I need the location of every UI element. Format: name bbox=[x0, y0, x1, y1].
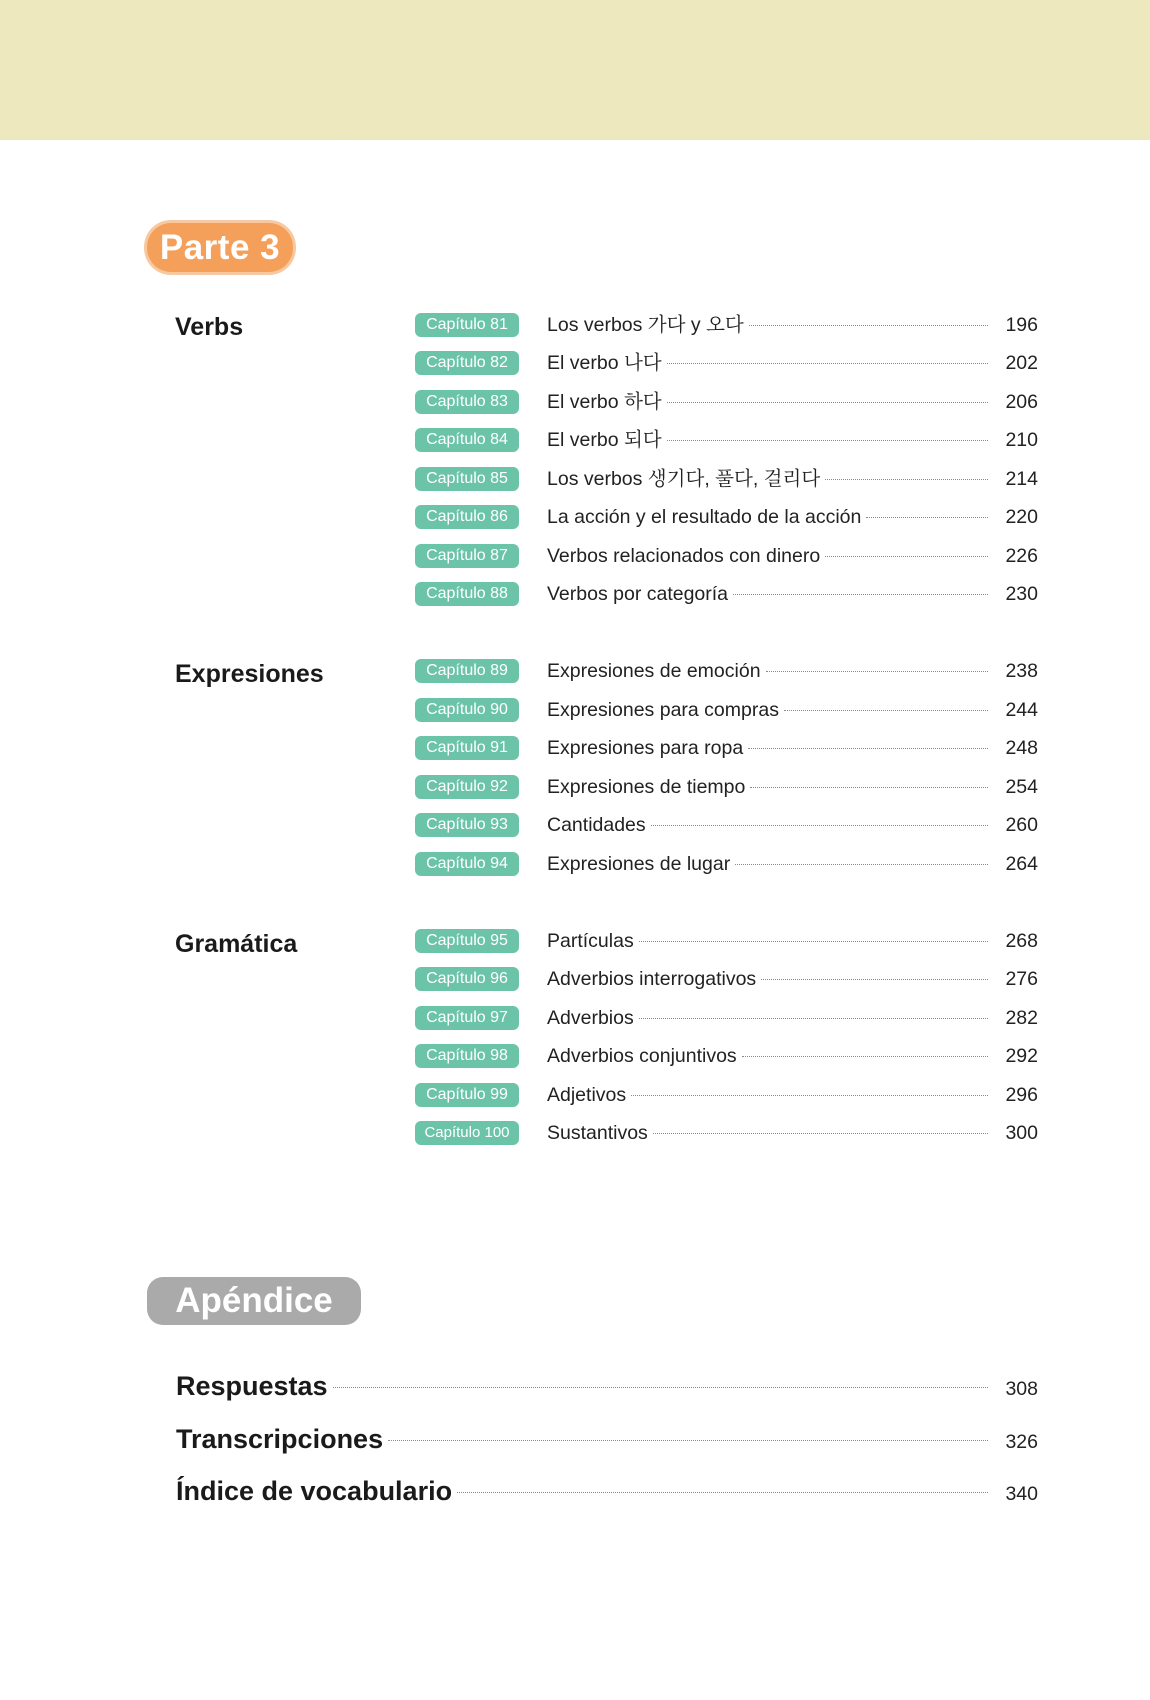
dot-leader bbox=[457, 1492, 988, 1493]
chapter-title: Expresiones de lugar bbox=[547, 853, 731, 875]
toc-row[interactable] bbox=[415, 733, 1038, 763]
chapter-badge: Capítulo 85 bbox=[415, 467, 519, 491]
part-badge: Parte 3 bbox=[147, 223, 293, 272]
dot-leader bbox=[742, 1056, 988, 1057]
toc-row[interactable] bbox=[415, 849, 1038, 879]
section-title-verbs: Verbs bbox=[175, 313, 244, 341]
dot-leader bbox=[651, 825, 988, 826]
chapter-title: Expresiones de tiempo bbox=[547, 776, 746, 798]
dot-leader bbox=[667, 363, 988, 364]
chapter-title: Sustantivos bbox=[547, 1122, 648, 1144]
chapter-badge: Capítulo 91 bbox=[415, 736, 519, 760]
appendix-badge: Apéndice bbox=[147, 1277, 361, 1325]
page-number: 248 bbox=[1005, 737, 1038, 759]
toc-row[interactable] bbox=[415, 310, 1038, 340]
toc-row[interactable] bbox=[415, 348, 1038, 378]
chapter-title: El verbo 나다 bbox=[547, 352, 662, 374]
page-number: 220 bbox=[1005, 506, 1038, 528]
page-number: 226 bbox=[1005, 545, 1038, 567]
dot-leader bbox=[735, 864, 988, 865]
chapter-title: Verbos por categoría bbox=[547, 583, 729, 605]
dot-leader bbox=[766, 671, 988, 672]
dot-leader bbox=[761, 979, 988, 980]
dot-leader bbox=[749, 325, 988, 326]
dot-leader bbox=[333, 1387, 988, 1388]
chapter-badge: Capítulo 100 bbox=[415, 1121, 519, 1145]
chapter-title: El verbo 되다 bbox=[547, 429, 662, 451]
chapter-title: Expresiones de emoción bbox=[547, 660, 761, 682]
chapter-title: Cantidades bbox=[547, 814, 646, 836]
dot-leader bbox=[750, 787, 988, 788]
page-number: 238 bbox=[1005, 660, 1038, 682]
appendix-row-transcripciones[interactable] bbox=[176, 1419, 1038, 1459]
toc-row[interactable] bbox=[415, 1118, 1038, 1148]
toc-row[interactable] bbox=[415, 656, 1038, 686]
chapter-badge: Capítulo 83 bbox=[415, 390, 519, 414]
chapter-badge: Capítulo 86 bbox=[415, 505, 519, 529]
page-number: 282 bbox=[1005, 1007, 1038, 1029]
torn-edge-decoration bbox=[0, 132, 1150, 146]
chapter-badge: Capítulo 84 bbox=[415, 428, 519, 452]
chapter-badge: Capítulo 88 bbox=[415, 582, 519, 606]
chapter-badge: Capítulo 82 bbox=[415, 351, 519, 375]
chapter-title: Expresiones para compras bbox=[547, 699, 779, 721]
chapter-badge: Capítulo 95 bbox=[415, 929, 519, 953]
page-number: 264 bbox=[1005, 853, 1038, 875]
appendix-title: Respuestas bbox=[176, 1371, 328, 1401]
page-number: 202 bbox=[1005, 352, 1038, 374]
dot-leader bbox=[388, 1440, 988, 1441]
page-number: 210 bbox=[1005, 429, 1038, 451]
toc-row[interactable] bbox=[415, 695, 1038, 725]
chapter-badge: Capítulo 90 bbox=[415, 698, 519, 722]
chapter-title: Partículas bbox=[547, 930, 634, 952]
page-number: 244 bbox=[1005, 699, 1038, 721]
appendix-title: Índice de vocabulario bbox=[176, 1476, 453, 1506]
chapter-title: Adverbios conjuntivos bbox=[547, 1045, 737, 1067]
section-title-expresiones: Expresiones bbox=[175, 660, 324, 688]
dot-leader bbox=[825, 556, 988, 557]
toc-row[interactable] bbox=[415, 1080, 1038, 1110]
chapter-title: La acción y el resultado de la acción bbox=[547, 506, 862, 528]
dot-leader bbox=[825, 479, 988, 480]
chapter-badge: Capítulo 99 bbox=[415, 1083, 519, 1107]
dot-leader bbox=[667, 440, 988, 441]
page-number: 308 bbox=[1005, 1378, 1038, 1400]
chapter-title: Expresiones para ropa bbox=[547, 737, 744, 759]
toc-row[interactable] bbox=[415, 926, 1038, 956]
chapter-badge: Capítulo 96 bbox=[415, 967, 519, 991]
appendix-row-respuestas[interactable] bbox=[176, 1366, 1038, 1406]
top-decorative-band bbox=[0, 0, 1150, 140]
toc-row[interactable] bbox=[415, 464, 1038, 494]
dot-leader bbox=[653, 1133, 988, 1134]
toc-row[interactable] bbox=[415, 772, 1038, 802]
toc-row[interactable] bbox=[415, 810, 1038, 840]
chapter-badge: Capítulo 87 bbox=[415, 544, 519, 568]
toc-row[interactable] bbox=[415, 964, 1038, 994]
toc-row[interactable] bbox=[415, 541, 1038, 571]
page-number: 268 bbox=[1005, 930, 1038, 952]
chapter-title: Adjetivos bbox=[547, 1084, 627, 1106]
chapter-badge: Capítulo 93 bbox=[415, 813, 519, 837]
dot-leader bbox=[748, 748, 988, 749]
dot-leader bbox=[639, 941, 988, 942]
toc-row[interactable] bbox=[415, 425, 1038, 455]
page-number: 230 bbox=[1005, 583, 1038, 605]
page-number: 292 bbox=[1005, 1045, 1038, 1067]
toc-row[interactable] bbox=[415, 579, 1038, 609]
chapter-badge: Capítulo 89 bbox=[415, 659, 519, 683]
page-number: 296 bbox=[1005, 1084, 1038, 1106]
appendix-title: Transcripciones bbox=[176, 1424, 384, 1454]
dot-leader bbox=[667, 402, 988, 403]
toc-row[interactable] bbox=[415, 387, 1038, 417]
chapter-title: Adverbios bbox=[547, 1007, 634, 1029]
chapter-badge: Capítulo 92 bbox=[415, 775, 519, 799]
page-number: 326 bbox=[1005, 1431, 1038, 1453]
dot-leader bbox=[733, 594, 988, 595]
dot-leader bbox=[631, 1095, 988, 1096]
dot-leader bbox=[639, 1018, 988, 1019]
page-number: 214 bbox=[1005, 468, 1038, 490]
chapter-badge: Capítulo 97 bbox=[415, 1006, 519, 1030]
chapter-title: Los verbos 가다 y 오다 bbox=[547, 314, 744, 336]
dot-leader bbox=[784, 710, 988, 711]
page-number: 300 bbox=[1005, 1122, 1038, 1144]
chapter-badge: Capítulo 98 bbox=[415, 1044, 519, 1068]
page-number: 206 bbox=[1005, 391, 1038, 413]
page-number: 276 bbox=[1005, 968, 1038, 990]
page-number: 196 bbox=[1005, 314, 1038, 336]
chapter-title: Adverbios interrogativos bbox=[547, 968, 757, 990]
chapter-title: Verbos relacionados con dinero bbox=[547, 545, 821, 567]
chapter-badge: Capítulo 81 bbox=[415, 313, 519, 337]
section-title-gramatica: Gramática bbox=[175, 930, 298, 958]
toc-row[interactable] bbox=[415, 1003, 1038, 1033]
chapter-title: Los verbos 생기다, 풀다, 걸리다 bbox=[547, 468, 821, 490]
toc-row[interactable] bbox=[415, 502, 1038, 532]
chapter-badge: Capítulo 94 bbox=[415, 852, 519, 876]
page-number: 254 bbox=[1005, 776, 1038, 798]
page-number: 340 bbox=[1005, 1483, 1038, 1505]
toc-row[interactable] bbox=[415, 1041, 1038, 1071]
appendix-row-indice[interactable] bbox=[176, 1471, 1038, 1511]
dot-leader bbox=[866, 517, 988, 518]
chapter-title: El verbo 하다 bbox=[547, 391, 662, 413]
page-number: 260 bbox=[1005, 814, 1038, 836]
